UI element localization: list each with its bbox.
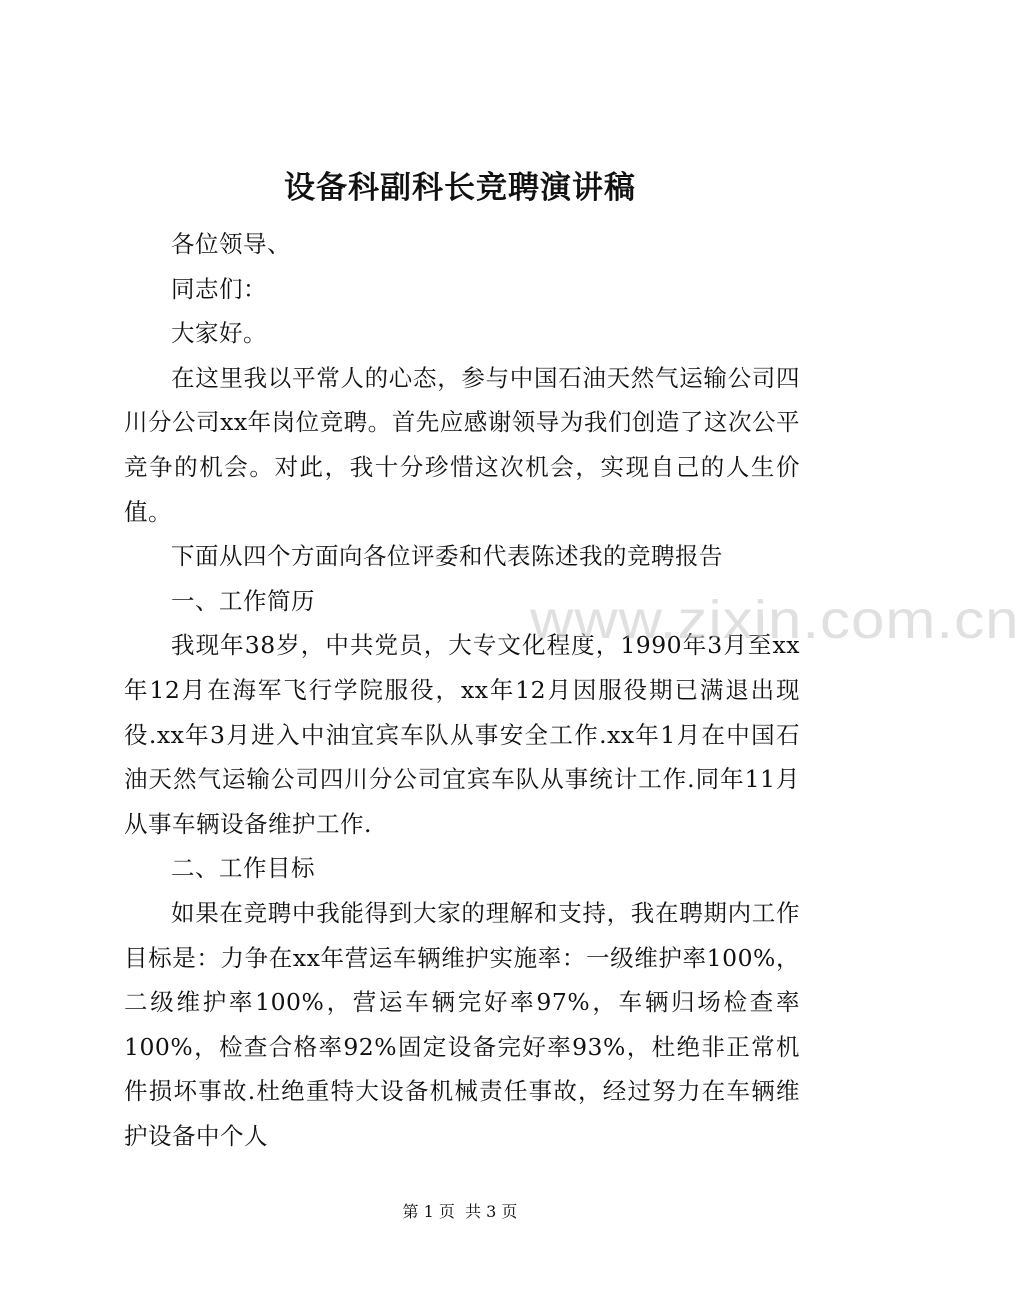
section-heading-goals: 二、工作目标 — [171, 854, 315, 883]
paragraph-overview: 下面从四个方面向各位评委和代表陈述我的竞聘报告 — [171, 542, 723, 571]
paragraph-salutation-leaders: 各位领导、 — [171, 230, 291, 258]
paragraph-salutation-comrades: 同志们： — [171, 274, 267, 303]
page-total: 共 3 页 — [465, 1202, 518, 1221]
page-footer — [0, 1200, 920, 1224]
watermark: www.zixin.com.cn — [530, 589, 1019, 650]
page-title: 设备科副科长竞聘演讲稿 — [284, 170, 636, 206]
section-heading-resume: 一、工作简历 — [171, 586, 315, 615]
document-body — [124, 222, 800, 1158]
paragraph-goals: 如果在竞聘中我能得到大家的理解和支持，我在聘期内工作目标是：力争在xx年营运车辆维护实施率：一级维护率100%，二级维护率100%，营运车辆完好率97%，车辆归场检查率100%，检查合格率92%固定设备完好率93%，杜绝非正常机件损坏事故.杜绝重特大设备机械责任事故，经过努力在车辆维护设备中个人 — [124, 898, 800, 1150]
paragraph-resume: 我现年38岁，中共党员，大专文化程度，1990年3月至xx年12月在海军飞行学院服役，xx年12月因服役期已满退出现役.xx年3月进入中油宜宾车队从事安全工作.xx年1月在中国石油天然气运输公司四川分公司宜宾车队从事统计工作.同年11月从事车辆设备维护工作. — [124, 631, 800, 838]
paragraph-intro: 在这里我以平常人的心态，参与中国石油天然气运输公司四川分公司xx年岗位竞聘。首先应感谢领导为我们创造了这次公平竞争的机会。对此，我十分珍惜这次机会，实现自己的人生价值。 — [124, 363, 800, 526]
paragraph-greeting: 大家好。 — [171, 319, 267, 348]
page-number: 第 1 页 — [402, 1202, 455, 1221]
